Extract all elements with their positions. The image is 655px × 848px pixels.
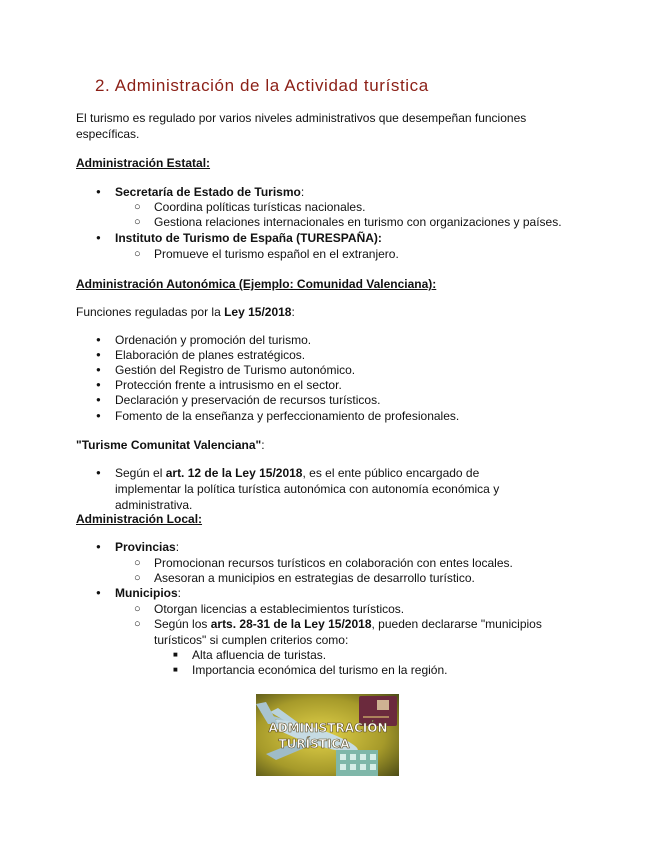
list-item: ● Protección frente a intrusismo en el sector. bbox=[115, 377, 342, 393]
autonomica-intro: Funciones reguladas por la Ley 15/2018: bbox=[76, 305, 295, 319]
sub-list-item: ○ Gestiona relaciones internacionales en turismo con organizaciones y países. bbox=[154, 214, 562, 230]
sub-list-item: ○ Asesoran a municipios en estrategias de desarrollo turístico. bbox=[154, 570, 475, 586]
list-item: ● Según el art. 12 de la Ley 15/2018, es el ente público encargado de implementar la política turística autonómica con autonomía económica y administrativa. bbox=[115, 465, 545, 513]
list-item: ● Declaración y preservación de recursos turísticos. bbox=[115, 392, 380, 408]
section-heading: 2. Administración de la Actividad turística bbox=[95, 76, 429, 95]
building-icon bbox=[336, 750, 378, 776]
list-item: ● Ordenación y promoción del turismo. bbox=[115, 332, 311, 348]
list-item: ● Instituto de Turismo de España (TURESPAÑA): bbox=[115, 230, 382, 246]
list-item: ● Municipios: bbox=[115, 585, 181, 601]
local-title: Administración Local: bbox=[76, 512, 203, 526]
list-item: ● Fomento de la enseñanza y perfeccionamiento de profesionales. bbox=[115, 408, 459, 424]
tcv-title: "Turisme Comunitat Valenciana": bbox=[76, 438, 265, 452]
sub-list-item: ○ Según los arts. 28-31 de la Ley 15/2018, pueden declararse "municipios turísticos" si cumplen criterios como: bbox=[154, 616, 544, 648]
autonomica-title: Administración Autonómica (Ejemplo: Comunidad Valenciana): bbox=[76, 277, 437, 291]
list-item: ● Secretaría de Estado de Turismo: bbox=[115, 184, 304, 200]
intro-paragraph: El turismo es regulado por varios niveles administrativos que desempeñan funciones específicas. bbox=[76, 111, 527, 141]
criteria-item: ■ Importancia económica del turismo en la región. bbox=[192, 662, 447, 678]
sub-list-item: ○ Promocionan recursos turísticos en colaboración con entes locales. bbox=[154, 555, 513, 571]
list-item: ● Gestión del Registro de Turismo autonómico. bbox=[115, 362, 355, 378]
estatal-title: Administración Estatal: bbox=[76, 156, 211, 170]
sub-list-item: ○ Promueve el turismo español en el extranjero. bbox=[154, 246, 399, 262]
criteria-item: ■ Alta afluencia de turistas. bbox=[192, 647, 326, 663]
illustration-title-line1: ADMINISTRACIÓN bbox=[268, 721, 388, 735]
sub-list-item: ○ Coordina políticas turísticas nacionales. bbox=[154, 199, 365, 215]
list-item: ● Elaboración de planes estratégicos. bbox=[115, 347, 305, 363]
sub-list-item: ○ Otorgan licencias a establecimientos turísticos. bbox=[154, 601, 404, 617]
administracion-turistica-illustration bbox=[256, 694, 399, 776]
illustration-title-line2: TURÍSTICA bbox=[278, 737, 350, 751]
list-item: ● Provincias: bbox=[115, 539, 179, 555]
